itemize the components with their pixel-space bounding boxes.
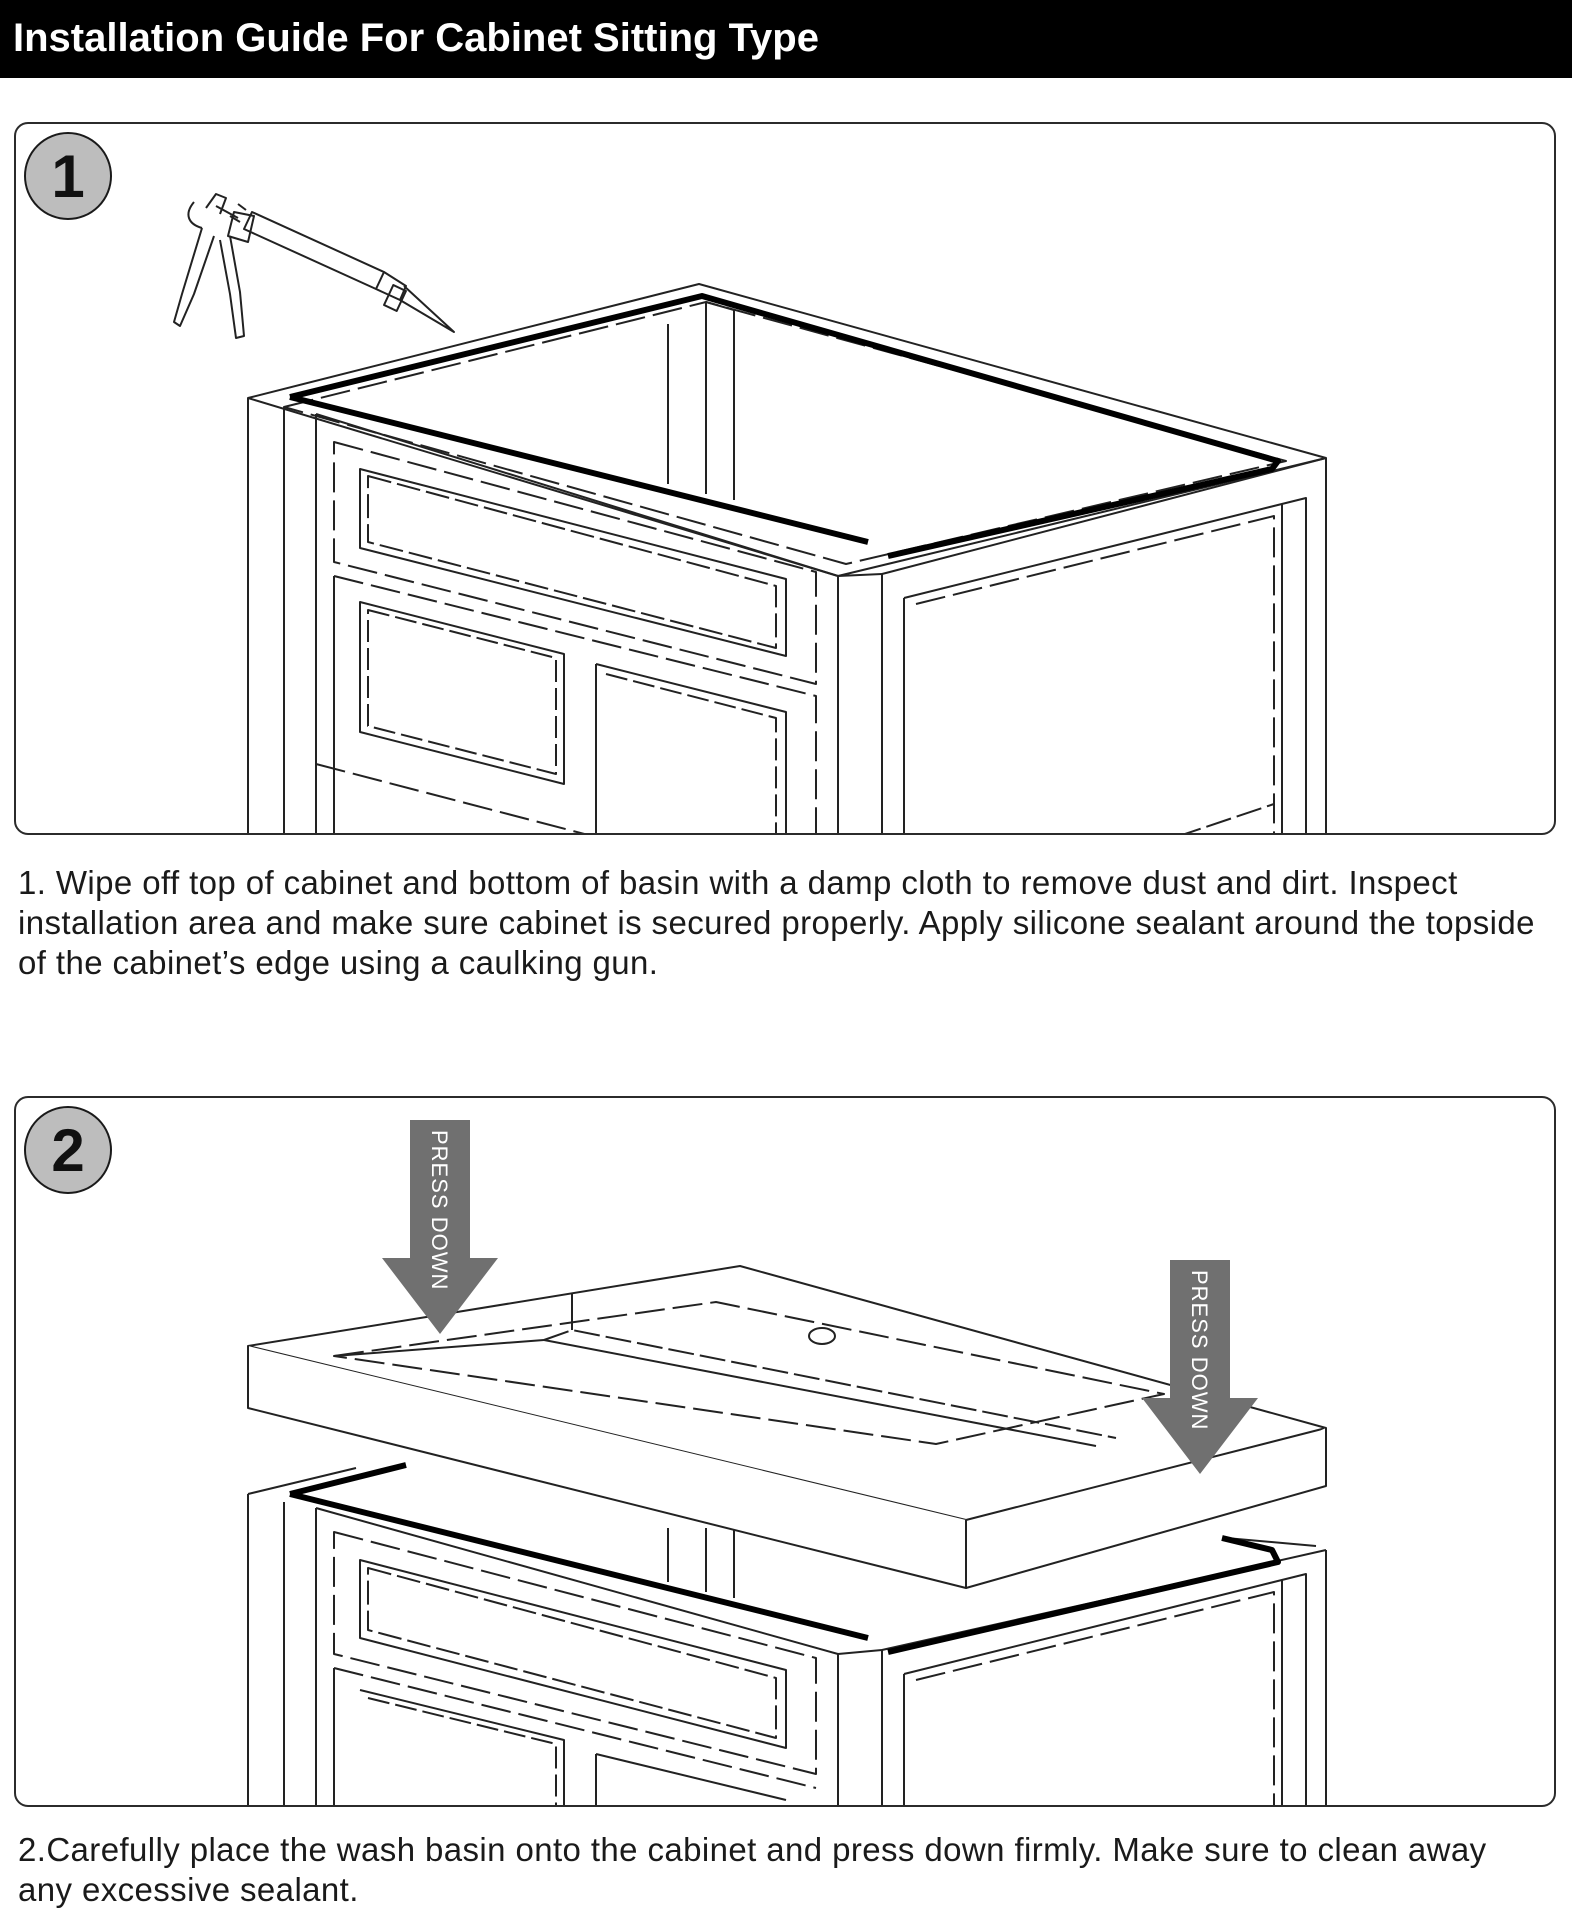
- step-2-panel: [14, 1096, 1556, 1807]
- press-down-label: PRESS DOWN: [1187, 1270, 1212, 1431]
- sealant-line: [290, 296, 1278, 556]
- caulking-gun-icon: [174, 194, 454, 338]
- header-bar: [0, 0, 1572, 78]
- step-number-badge: 1: [24, 132, 112, 220]
- step-1-instructions: 1. Wipe off top of cabinet and bottom of basin with a damp cloth to remove dust and dirt. Inspect installation area and make sure cabinet is secured properly. Apply silicone sealant around the topside of the cabinet’s edge using a caulking gun.: [18, 864, 1535, 981]
- page-title: Installation Guide For Cabinet Sitting Type: [13, 16, 819, 60]
- step-1-illustration: [16, 124, 1556, 835]
- press-down-arrow-icon: [382, 1120, 498, 1334]
- step-1-panel: [14, 122, 1556, 835]
- step-2-instructions: 2.Carefully place the wash basin onto the cabinet and press down firmly. Make sure to clean away any excessive sealant.: [18, 1831, 1487, 1908]
- step-number-badge: 2: [24, 1106, 112, 1194]
- press-down-label: PRESS DOWN: [427, 1130, 452, 1291]
- step-2-illustration: [16, 1098, 1556, 1807]
